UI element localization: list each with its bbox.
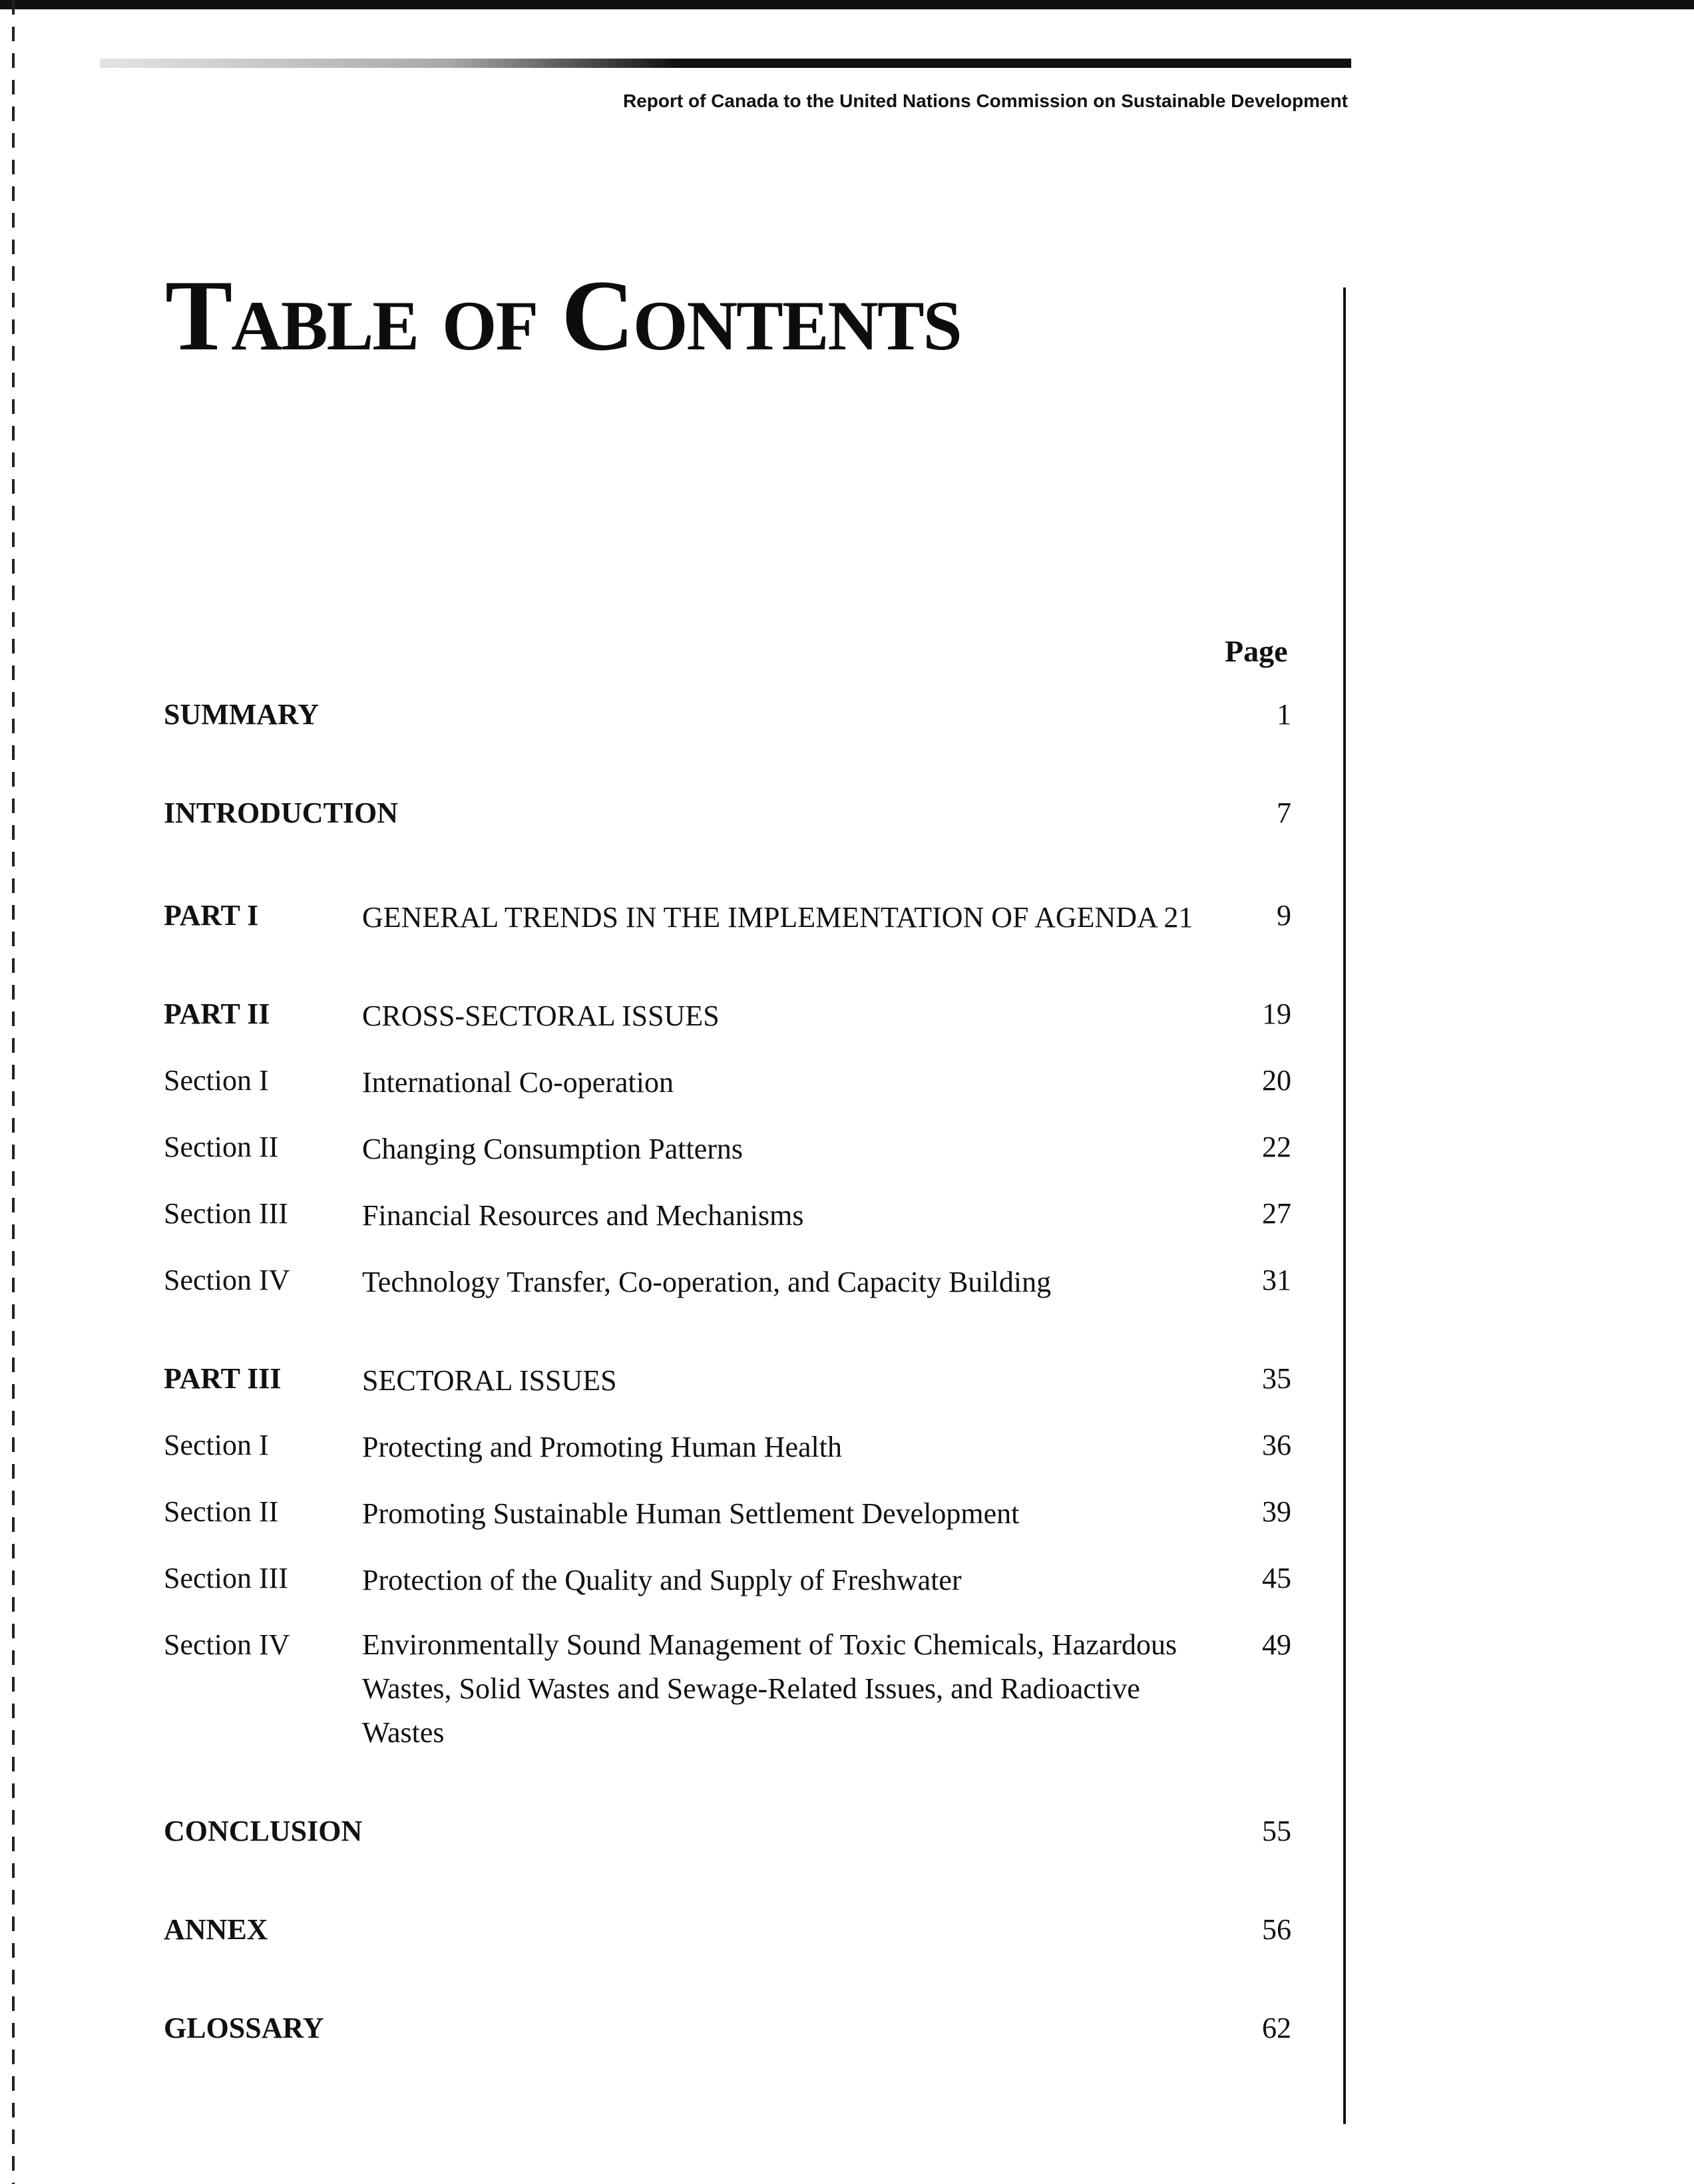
toc-entry-label: Section III — [164, 1562, 288, 1594]
toc-entry-conclusion[interactable] — [0, 1811, 1694, 1851]
toc-entry-title: Protection of the Quality and Supply of Freshwater — [362, 1564, 962, 1596]
toc-entry-page: 31 — [1262, 1264, 1291, 1296]
toc-entry-page: 39 — [1262, 1495, 1291, 1528]
toc-entry-annex[interactable] — [0, 1910, 1694, 1950]
page-top-edge — [0, 0, 1694, 9]
toc-entry-page: 56 — [1262, 1913, 1291, 1946]
toc-entry-part-3[interactable] — [0, 1359, 1694, 1399]
toc-entry-part-2-section-3[interactable] — [0, 1194, 1694, 1234]
toc-entry-summary[interactable] — [0, 695, 1694, 735]
toc-entry-title: Changing Consumption Patterns — [362, 1133, 743, 1165]
page-column-heading: Page — [1225, 634, 1288, 668]
toc-entry-title: GENERAL TRENDS IN THE IMPLEMENTATION OF AGENDA 21 — [362, 901, 1193, 934]
toc-entry-title: SECTORAL ISSUES — [362, 1364, 617, 1397]
toc-entry-label: PART I — [164, 899, 259, 932]
header-rule — [100, 59, 1351, 68]
toc-entry-title: International Co-operation — [362, 1066, 674, 1099]
toc-entry-page: 55 — [1262, 1815, 1291, 1847]
toc-entry-introduction[interactable] — [0, 793, 1694, 833]
toc-entry-page: 49 — [1262, 1628, 1291, 1661]
toc-entry-title: Financial Resources and Mechanisms — [362, 1199, 804, 1232]
toc-entry-part-2-section-1[interactable] — [0, 1061, 1694, 1101]
toc-entry-label: GLOSSARY — [164, 2012, 324, 2044]
toc-entry-part-2-section-2[interactable] — [0, 1127, 1694, 1167]
toc-entry-page: 9 — [1277, 899, 1291, 932]
toc-entry-page: 22 — [1262, 1131, 1291, 1163]
toc-entry-label: Section III — [164, 1197, 288, 1230]
toc-entry-label: Section II — [164, 1131, 279, 1163]
toc-entry-part-3-section-2[interactable] — [0, 1492, 1694, 1532]
toc-entry-part-1[interactable] — [0, 896, 1694, 936]
toc-entry-glossary[interactable] — [0, 2008, 1694, 2048]
toc-entry-part-2-section-4[interactable] — [0, 1260, 1694, 1300]
toc-entry-part-3-section-1[interactable] — [0, 1425, 1694, 1465]
toc-entry-part-3-section-4[interactable] — [0, 1625, 1694, 1749]
toc-entry-part-3-section-3[interactable] — [0, 1558, 1694, 1598]
page-title: Table of Contents — [165, 260, 961, 371]
toc-entry-label: SUMMARY — [164, 698, 319, 731]
toc-entry-title: CROSS-SECTORAL ISSUES — [362, 1000, 720, 1032]
toc-entry-label: Section I — [164, 1064, 269, 1097]
toc-entry-label: CONCLUSION — [164, 1815, 363, 1847]
toc-entry-page: 7 — [1277, 797, 1291, 829]
toc-entry-page: 1 — [1277, 698, 1291, 731]
toc-entry-part-2[interactable] — [0, 994, 1694, 1034]
toc-entry-page: 45 — [1262, 1562, 1291, 1594]
toc-entry-title: Environmentally Sound Management of Toxic Chemicals, Hazardous Wastes, Solid Wastes and Sewage-Related Issues, and Radioactive Wastes — [362, 1628, 1177, 1749]
toc-entry-page: 20 — [1262, 1064, 1291, 1097]
toc-entry-title: Protecting and Promoting Human Health — [362, 1431, 842, 1463]
toc-entry-label: INTRODUCTION — [164, 797, 399, 829]
toc-entry-page: 35 — [1262, 1362, 1291, 1395]
toc-entry-title: Technology Transfer, Co-operation, and Capacity Building — [362, 1266, 1052, 1298]
toc-entry-title: Promoting Sustainable Human Settlement Development — [362, 1497, 1020, 1530]
toc-entry-label: PART III — [164, 1362, 282, 1395]
toc-entry-label: Section IV — [164, 1628, 290, 1661]
toc-entry-label: ANNEX — [164, 1913, 268, 1946]
toc-entry-page: 27 — [1262, 1197, 1291, 1230]
toc-entry-page: 19 — [1262, 998, 1291, 1030]
toc-entry-label: Section II — [164, 1495, 279, 1528]
toc-entry-label: Section I — [164, 1429, 269, 1461]
running-head: Report of Canada to the United Nations Commission on Sustainable Development — [622, 91, 1348, 111]
toc-entry-page: 62 — [1262, 2012, 1291, 2044]
toc-entry-label: Section IV — [164, 1264, 290, 1296]
toc-entry-page: 36 — [1262, 1429, 1291, 1461]
toc-entry-label: PART II — [164, 998, 270, 1030]
